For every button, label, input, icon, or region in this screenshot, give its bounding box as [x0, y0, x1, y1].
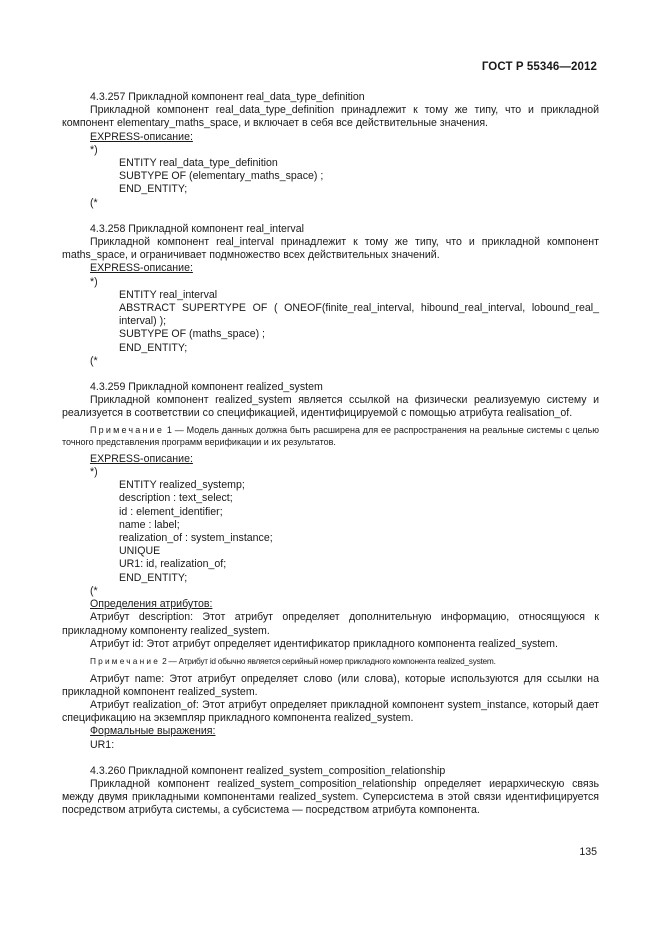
- code-line: ENTITY realized_systemp;: [119, 479, 245, 492]
- code-line: UNIQUE: [119, 545, 161, 558]
- code-line: END_ENTITY;: [119, 183, 188, 196]
- section-257-close: (*: [90, 196, 98, 209]
- code-line: name : label;: [119, 518, 180, 531]
- code-line: description : text_select;: [119, 492, 233, 505]
- section-259-body: Прикладной компонент realized_system является ссылкой на физически реализуемую систему и реализуется в соответствии со спецификацией, идентифицируемой с помощью атрибута realisation_of.: [62, 394, 599, 420]
- attr-name: Атрибут name: Этот атрибут определяет слово (или слова), которые используются для ссылки на прикладной компонент realized_system.: [62, 672, 599, 698]
- formal-expressions-label: Формальные выражения:: [90, 725, 216, 738]
- code-line: END_ENTITY;: [119, 341, 188, 354]
- section-257-open: *): [90, 143, 98, 156]
- page-content: [62, 91, 599, 818]
- code-line: UR1: id, realization_of;: [119, 558, 227, 571]
- code-line: ENTITY real_interval: [119, 288, 218, 301]
- section-260-body: Прикладной компонент realized_system_composition_relationship определяет иерархическую связь между двумя прикладными компонентами realized_system. Суперсистема в этой связи идентифицируется посредством атрибута системы, а субсистема — посредством атрибута компонента.: [62, 777, 599, 817]
- section-258-open: *): [90, 275, 98, 288]
- note-1: [62, 424, 599, 449]
- attr-description: Атрибут description: Этот атрибут определяет дополнительную информацию, относящуюся к прикладному компоненту realized_system.: [62, 611, 599, 637]
- section-258-body: Прикладной компонент real_interval принадлежит к тому же типу, что и прикладной компонент maths_space, и ограничивает подмножество всех действительных значений.: [62, 236, 599, 262]
- section-258-title: 4.3.258 Прикладной компонент real_interval: [90, 222, 304, 235]
- section-259-express-label: EXPRESS-описание:: [90, 452, 193, 465]
- section-257-title: 4.3.257 Прикладной компонент real_data_type_definition: [90, 91, 365, 103]
- code-line: id : element_identifier;: [119, 505, 223, 518]
- attributes-label: Определения атрибутов:: [90, 598, 213, 611]
- section-260-title: 4.3.260 Прикладной компонент realized_system_composition_relationship: [90, 764, 446, 777]
- code-line: END_ENTITY;: [119, 571, 188, 584]
- page-number: 135: [579, 846, 597, 858]
- section-259-open: *): [90, 466, 98, 479]
- note-1-text: 1 — Модель данных должна быть расширена для ее распространения на реальные системы с целью точного представления программ верификации и их результатов.: [62, 424, 599, 448]
- section-257-express-label: EXPRESS-описание:: [90, 130, 193, 143]
- note-1-label: Примечание: [90, 424, 165, 435]
- section-259-title: 4.3.259 Прикладной компонент realized_system: [90, 381, 323, 394]
- note-2-label: Примечание: [90, 655, 161, 666]
- section-257-body: Прикладной компонент real_data_type_definition принадлежит к тому же типу, что и прикладной компонент elementary_maths_space, и включает в себя все действительные значения.: [62, 104, 599, 130]
- formal-expression-item: UR1:: [90, 738, 115, 751]
- code-line: ABSTRACT SUPERTYPE OF ( ONEOF(finite_real_interval, hibound_real_interval, lobound_real_ interval) );: [119, 302, 599, 328]
- code-line: ENTITY real_data_type_definition: [119, 157, 278, 170]
- section-258-close: (*: [90, 354, 98, 367]
- code-line: realization_of : system_instance;: [119, 532, 273, 545]
- attr-realization-of: Атрибут realization_of: Этот атрибут определяет прикладной компонент system_instance, который дает спецификацию на экземпляр прикладного компонента realized_system.: [62, 698, 599, 725]
- attr-id: Атрибут id: Этот атрибут определяет идентификатор прикладного компонента realized_system.: [90, 637, 558, 650]
- note-2-text: 2 — Атрибут id обычно является серийный номер прикладного компонента realized_system.: [160, 655, 496, 666]
- code-line: SUBTYPE OF (maths_space) ;: [119, 328, 266, 341]
- section-259-close: (*: [90, 584, 98, 597]
- document-id: ГОСТ Р 55346—2012: [481, 61, 597, 73]
- code-line: SUBTYPE OF (elementary_maths_space) ;: [119, 170, 324, 183]
- section-258-express-label: EXPRESS-описание:: [90, 262, 193, 275]
- note-2: [62, 655, 599, 668]
